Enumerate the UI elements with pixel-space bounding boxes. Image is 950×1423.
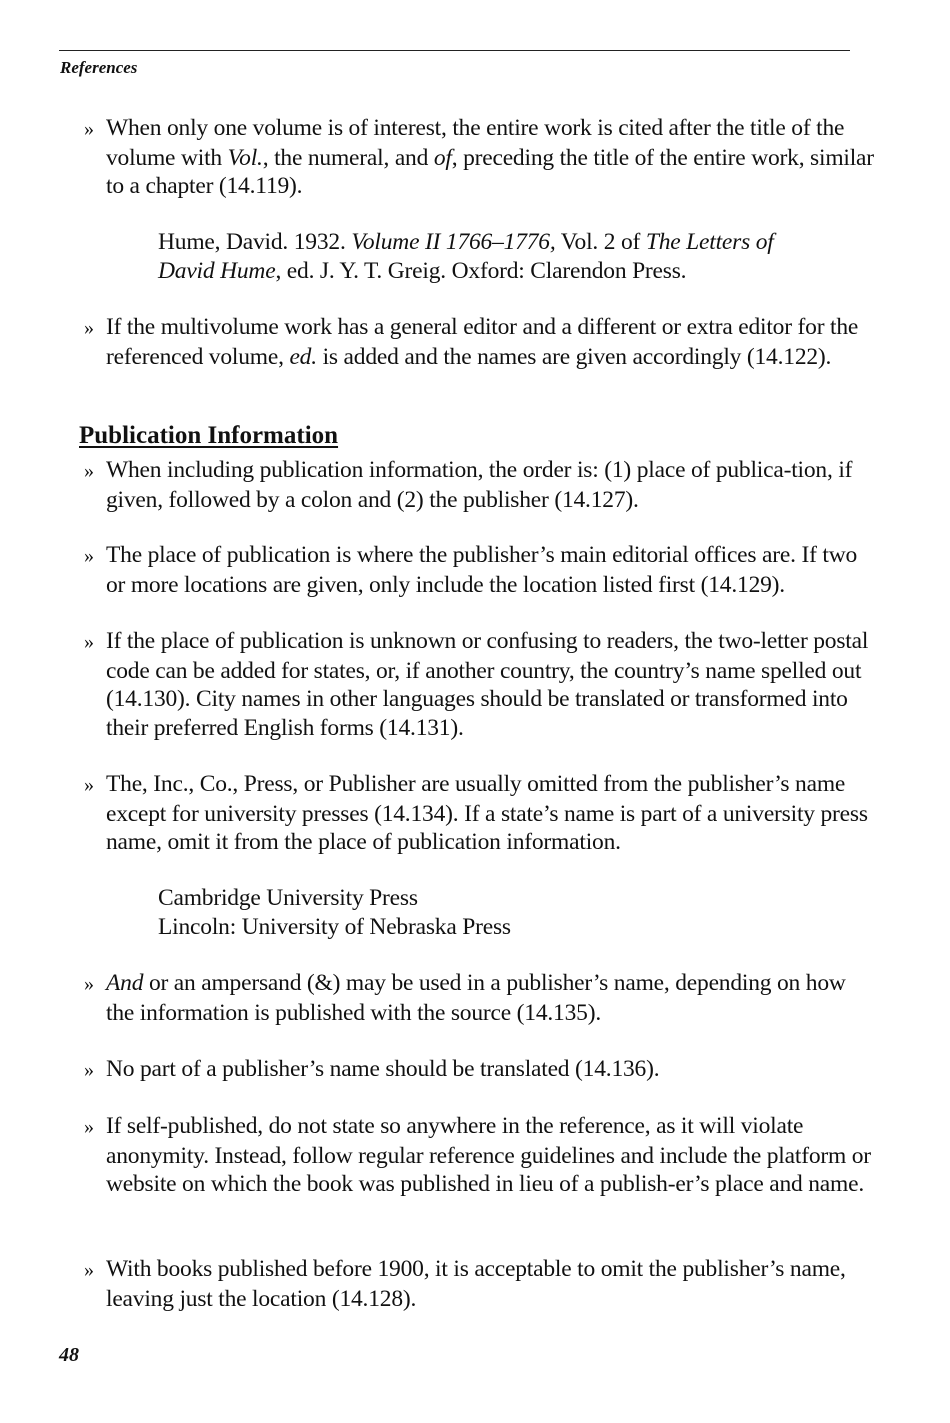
bullet-marker: »	[84, 1259, 94, 1281]
text-run: Hume, David. 1932.	[158, 229, 352, 255]
bullet-marker: »	[84, 1059, 94, 1081]
text-run: or an ampersand (&) may be used in a publisher’s name, depending on how the information is published with the source (14.135).	[106, 970, 846, 1026]
bullet-marker: »	[84, 973, 94, 995]
bullet-marker: »	[84, 317, 94, 339]
text-run: , the numeral, and	[262, 144, 434, 171]
bullet-multivolume-editor	[84, 313, 876, 371]
bullet-marker: »	[84, 118, 94, 140]
example-publishers	[158, 884, 818, 941]
example-hume-citation	[158, 228, 818, 285]
bullet-marker: »	[84, 631, 94, 653]
italic-run: The Letters of David Hume	[158, 229, 774, 284]
header-rule	[59, 50, 850, 51]
bullet-no-translation	[84, 1055, 876, 1085]
text-run: , ed. J. Y. T. Greig. Oxford: Clarendon Press.	[275, 257, 687, 284]
bullet-unknown-place	[84, 627, 876, 742]
bullet-volume-of-interest	[84, 114, 876, 201]
bullet-marker: »	[84, 460, 94, 482]
bullet-publication-order	[84, 456, 876, 514]
text-run: With books published before 1900, it is acceptable to omit the publisher’s name, leaving just the location (14.128).	[106, 1256, 846, 1312]
bullet-omitted-terms	[84, 770, 876, 857]
bullet-marker: »	[84, 774, 94, 796]
bullet-marker: »	[84, 1116, 94, 1138]
text-run: If the place of publication is unknown or confusing to readers, the two-letter postal code can be added for states, or, if another country, the country’s name spelled out (14.130). City names in other languages should be translated or transformed into their preferred English forms (14.131).	[106, 628, 869, 741]
italic-run: Volume II 1766–1776,	[351, 229, 556, 255]
bullet-pre-1900	[84, 1255, 876, 1313]
text-run: , preceding the title of the entire work, similar to a chapter (14.119).	[106, 144, 874, 199]
example-line: Lincoln: University of Nebraska Press	[158, 913, 511, 940]
text-run: When including publication information, the order is: (1) place of publica-tion, if given, followed by a colon and (2) the publisher (14.127).	[106, 457, 853, 513]
section-heading: Publication Information	[79, 422, 339, 449]
bullet-self-published	[84, 1112, 876, 1199]
page-number: 48	[59, 1344, 79, 1366]
italic-run: And	[106, 970, 144, 996]
text-run: The, Inc., Co., Press, or Publisher are usually omitted from the publisher’s name except for university presses (14.134). If a state’s name is part of a university press name, omit it from the place of publication information.	[106, 771, 868, 855]
example-line: Cambridge University Press	[158, 885, 418, 911]
text-run: The place of publication is where the publisher’s main editorial offices are. If two or more locations are given, only include the location listed first (14.129).	[106, 542, 858, 598]
bullet-marker: »	[84, 545, 94, 567]
bullet-place-of-publication	[84, 541, 876, 599]
italic-run: ed.	[289, 343, 317, 370]
italic-run: of	[433, 144, 452, 171]
bullet-ampersand	[84, 969, 876, 1027]
text-run: Vol. 2 of	[555, 229, 646, 255]
text-run: If self-published, do not state so anywhere in the reference, as it will violate anonymity. Instead, follow regular reference guidelines and include the platform or website on which the book was published in lieu of a publish-er’s place and name.	[106, 1113, 871, 1197]
text-run: No part of a publisher’s name should be translated (14.136).	[106, 1056, 660, 1082]
text-run: is added and the names are given accordingly (14.122).	[316, 343, 832, 370]
italic-run: Vol.	[227, 144, 263, 171]
running-head: References	[60, 58, 138, 77]
text-run: When only one volume is of interest, the entire work is cited after the title of the volume with	[106, 115, 845, 171]
text-run: If the multivolume work has a general editor and a different or extra editor for the referenced volume,	[106, 314, 859, 370]
